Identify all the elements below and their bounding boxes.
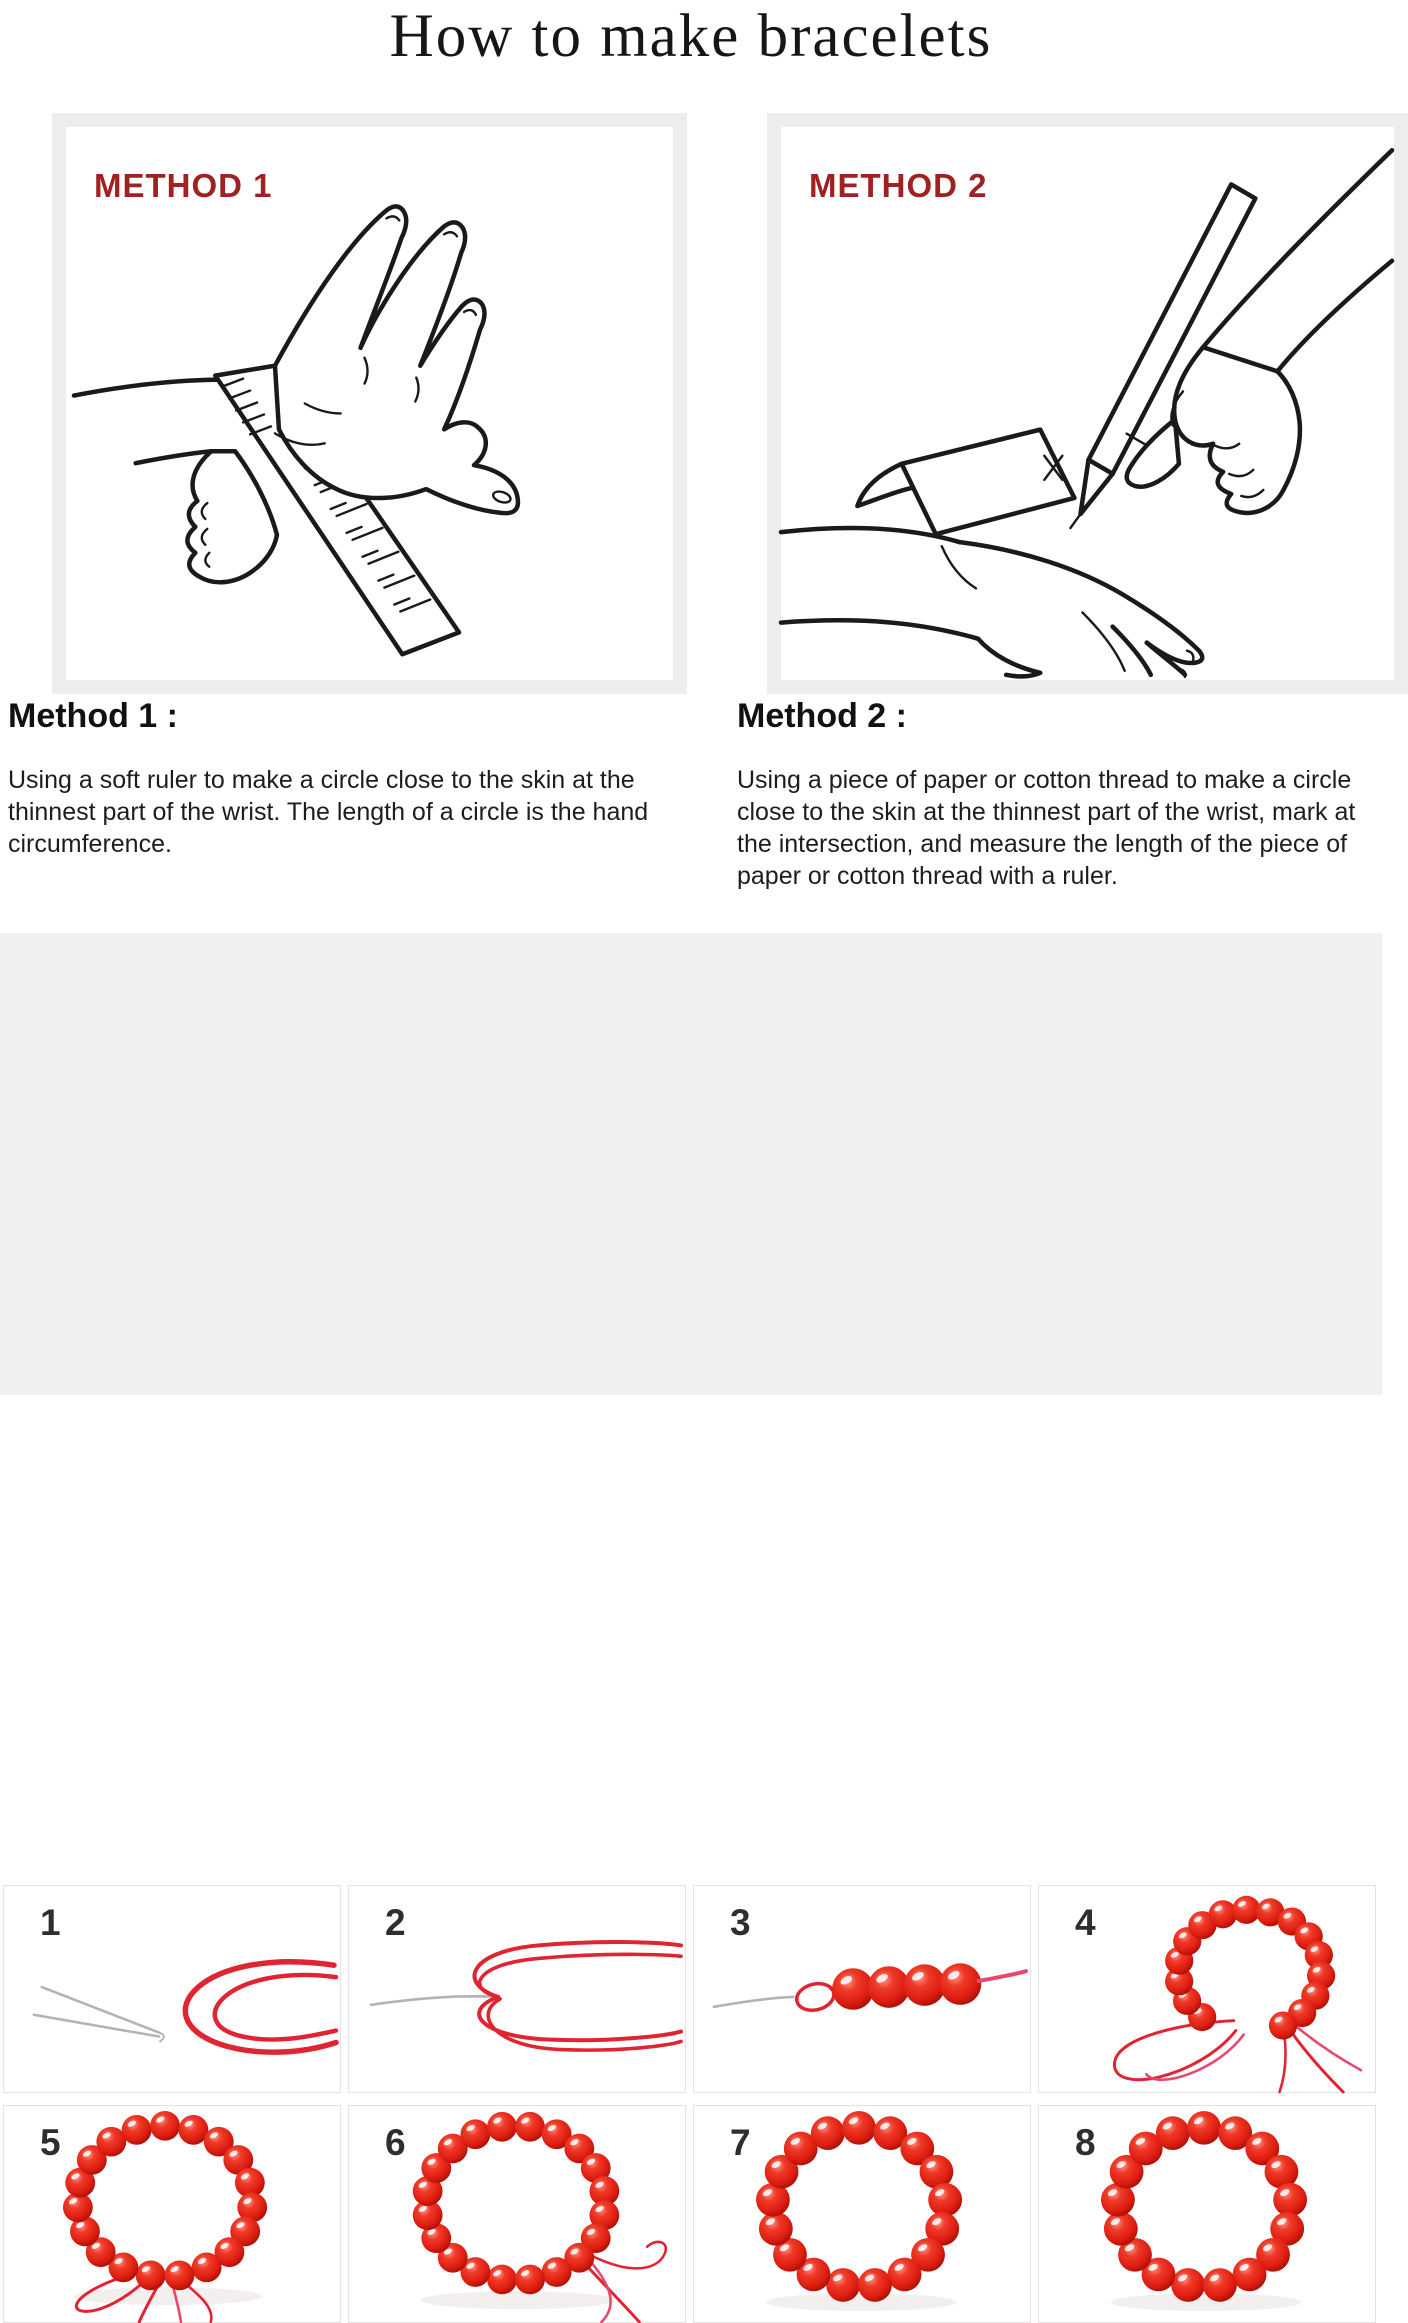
step-number: 4 [1075, 1902, 1096, 1943]
step-number: 3 [730, 1902, 751, 1943]
step-number: 5 [40, 2122, 61, 2163]
step-number: 1 [40, 1902, 61, 1943]
step-panel-8 [1038, 2105, 1376, 2323]
method2-figure [767, 113, 1408, 694]
page-title: How to make bracelets [389, 3, 993, 70]
step-panel-3 [693, 1885, 1031, 2093]
step-number: 6 [385, 2122, 406, 2163]
method1-badge: METHOD 1 [94, 167, 273, 204]
step-number: 2 [385, 1902, 406, 1943]
method2-description: Using a piece of paper or cotton thread to make a circle close to the skin at the thinnest part of the wrist, mark at the intersection, and measure the length of the piece of paper or cotton thread with a ruler. [737, 766, 1356, 890]
method1-heading: Method 1 : [8, 697, 178, 735]
step-number: 7 [730, 2122, 751, 2163]
method2-badge: METHOD 2 [809, 167, 988, 204]
hand-with-soft-ruler-illustration [66, 127, 673, 680]
step-panel-4 [1038, 1885, 1376, 2093]
method1-text-block [8, 697, 650, 860]
step-panel-6 [348, 2105, 686, 2323]
step-number: 8 [1075, 2122, 1096, 2163]
method1-figure [52, 113, 687, 694]
step-panel-2 [348, 1885, 686, 2093]
step-panel-5 [3, 2105, 341, 2323]
hand-marking-wrist-with-pen-illustration [781, 127, 1394, 680]
step-panel-7 [693, 2105, 1031, 2323]
steps-grid [0, 933, 1382, 2163]
method2-text-block [737, 697, 1382, 892]
method2-heading: Method 2 : [737, 697, 907, 735]
method1-description: Using a soft ruler to make a circle close to the skin at the thinnest part of the wrist. The length of a circle is the hand circumference. [8, 766, 649, 858]
step-panel-1 [3, 1885, 341, 2093]
